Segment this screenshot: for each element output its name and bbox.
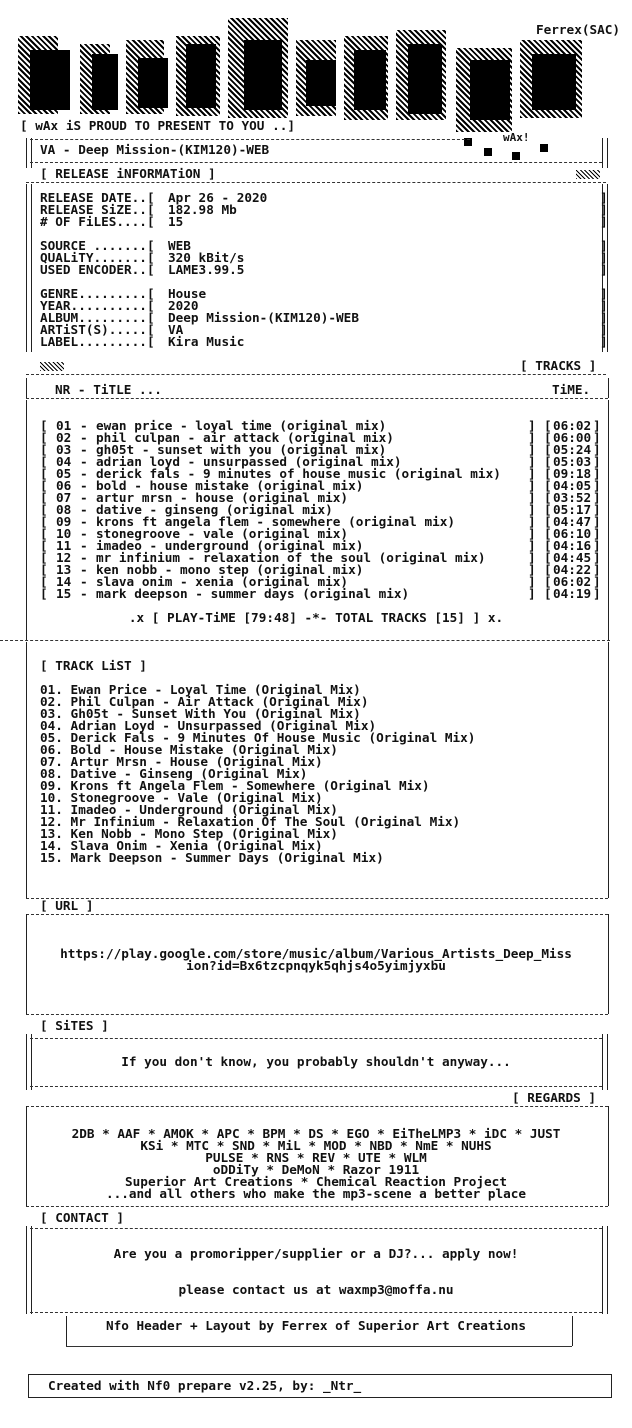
track-time: 04:47 xyxy=(553,514,592,529)
track-bracket: [ xyxy=(40,442,48,457)
track-title: derick fals - 9 minutes of house music (original mix) xyxy=(96,466,501,481)
release-info-bracket: ] xyxy=(600,322,608,337)
track-bracket: ] xyxy=(528,526,536,541)
release-info-value: 15 xyxy=(168,214,184,229)
release-info-label: ALBUM.........[ xyxy=(40,310,155,325)
logo-tag: wAx! xyxy=(503,131,530,144)
track-bracket: [ xyxy=(40,466,48,481)
track-time-bracket: ] xyxy=(593,454,601,469)
track-time-bracket: [ xyxy=(544,442,552,457)
track-separator: - xyxy=(80,466,88,481)
track-title: ken nobb - mono step (original mix) xyxy=(96,562,364,577)
track-time: 06:00 xyxy=(553,430,592,445)
list-item: 03. Gh05t - Sunset With You (Original Mix) xyxy=(40,706,361,721)
track-title: gh05t - sunset with you (original mix) xyxy=(96,442,387,457)
regards-line: oDDiTy * DeMoN * Razor 1911 xyxy=(212,1162,420,1177)
track-time-bracket: ] xyxy=(593,442,601,457)
track-bracket: [ xyxy=(40,562,48,577)
track-time: 04:16 xyxy=(553,538,592,553)
release-info-bracket: ] xyxy=(600,310,608,325)
release-info-bracket: ] xyxy=(600,214,608,229)
track-bracket: [ xyxy=(40,526,48,541)
list-item: 11. Imadeo - Underground (Original Mix) xyxy=(40,802,338,817)
list-item: 08. Dative - Ginseng (Original Mix) xyxy=(40,766,308,781)
release-info-label: YEAR..........[ xyxy=(40,298,155,313)
release-info-bracket: ] xyxy=(600,286,608,301)
track-bracket: ] xyxy=(528,574,536,589)
list-item: 04. Adrian Loyd - Unsurpassed (Original Mix) xyxy=(40,718,377,733)
track-time: 06:02 xyxy=(553,418,592,433)
track-time-bracket: ] xyxy=(593,586,601,601)
track-time-bracket: [ xyxy=(544,430,552,445)
track-title: bold - house mistake (original mix) xyxy=(96,478,364,493)
release-info-label: GENRE.........[ xyxy=(40,286,155,301)
release-info-value: Apr 26 - 2020 xyxy=(168,190,268,205)
track-bracket: ] xyxy=(528,442,536,457)
track-time-bracket: ] xyxy=(593,466,601,481)
track-number: 01 xyxy=(56,418,72,433)
track-time-bracket: ] xyxy=(593,562,601,577)
release-info-value: 2020 xyxy=(168,298,199,313)
list-item: 05. Derick Fals - 9 Minutes Of House Music (Original Mix) xyxy=(40,730,476,745)
track-title: artur mrsn - house (original mix) xyxy=(96,490,349,505)
track-bracket: [ xyxy=(40,574,48,589)
regards-line: KSi * MTC * SND * MiL * MOD * NBD * NmE * NUHS xyxy=(140,1138,492,1153)
track-bracket: ] xyxy=(528,454,536,469)
regards-line: 2DB * AAF * AMOK * APC * BPM * DS * EGO * EiTheLMP3 * iDC * JUST xyxy=(71,1126,561,1141)
release-info-label: SOURCE .......[ xyxy=(40,238,155,253)
track-time-bracket: ] xyxy=(593,430,601,445)
tracks-col-time: TiME. xyxy=(552,382,591,397)
list-item: 01. Ewan Price - Loyal Time (Original Mix) xyxy=(40,682,361,697)
release-title: VA - Deep Mission-(KIM120)-WEB xyxy=(40,142,270,157)
track-time: 04:05 xyxy=(553,478,592,493)
track-bracket: [ xyxy=(40,502,48,517)
tracks-summary: .x [ PLAY-TiME [79:48] -*- TOTAL TRACKS [15] ] x. xyxy=(128,610,504,625)
track-separator: - xyxy=(80,526,88,541)
track-bracket: ] xyxy=(528,562,536,577)
track-time: 06:02 xyxy=(553,574,592,589)
contact-heading: [ CONTACT ] xyxy=(40,1210,125,1225)
list-item: 13. Ken Nobb - Mono Step (Original Mix) xyxy=(40,826,338,841)
url-heading: [ URL ] xyxy=(40,898,94,913)
track-number: 15 xyxy=(56,586,72,601)
track-number: 13 xyxy=(56,562,72,577)
track-time-bracket: [ xyxy=(544,490,552,505)
track-time: 04:19 xyxy=(553,586,592,601)
track-time-bracket: [ xyxy=(544,550,552,565)
track-number: 05 xyxy=(56,466,72,481)
track-bracket: [ xyxy=(40,430,48,445)
release-info-label: # OF FiLES....[ xyxy=(40,214,155,229)
track-time: 05:24 xyxy=(553,442,592,457)
track-time: 09:18 xyxy=(553,466,592,481)
track-bracket: ] xyxy=(528,514,536,529)
track-title: slava onim - xenia (original mix) xyxy=(96,574,349,589)
release-info-label: RELEASE DATE..[ xyxy=(40,190,155,205)
release-info-bracket: ] xyxy=(600,238,608,253)
track-separator: - xyxy=(80,490,88,505)
track-bracket: [ xyxy=(40,454,48,469)
track-separator: - xyxy=(80,562,88,577)
track-time: 05:17 xyxy=(553,502,592,517)
track-bracket: [ xyxy=(40,490,48,505)
track-time-bracket: ] xyxy=(593,502,601,517)
track-time-bracket: ] xyxy=(593,514,601,529)
present-line: [ wAx iS PROUD TO PRESENT TO YOU ..] xyxy=(20,118,295,133)
track-time: 04:45 xyxy=(553,550,592,565)
track-time-bracket: ] xyxy=(593,490,601,505)
track-number: 03 xyxy=(56,442,72,457)
track-bracket: ] xyxy=(528,550,536,565)
track-title: mark deepson - summer days (original mix) xyxy=(96,586,410,601)
track-time-bracket: [ xyxy=(544,574,552,589)
track-title: stonegroove - vale (original mix) xyxy=(96,526,349,541)
track-bracket: ] xyxy=(528,538,536,553)
release-url-line1[interactable]: https://play.google.com/store/music/album/Various_Artists_Deep_Miss xyxy=(60,946,572,961)
track-number: 09 xyxy=(56,514,72,529)
track-number: 07 xyxy=(56,490,72,505)
track-number: 12 xyxy=(56,550,72,565)
track-bracket: ] xyxy=(528,466,536,481)
release-info-value: House xyxy=(168,286,207,301)
track-number: 11 xyxy=(56,538,72,553)
track-separator: - xyxy=(80,550,88,565)
layout-credit: Nfo Header + Layout by Ferrex of Superior Art Creations xyxy=(105,1318,527,1333)
track-number: 06 xyxy=(56,478,72,493)
track-time-bracket: [ xyxy=(544,586,552,601)
release-info-bracket: ] xyxy=(600,250,608,265)
track-title: adrian loyd - unsurpassed (original mix) xyxy=(96,454,402,469)
track-separator: - xyxy=(80,514,88,529)
release-info-label: USED ENCODER..[ xyxy=(40,262,155,277)
release-info-label: ARTiST(S).....[ xyxy=(40,322,155,337)
list-item: 14. Slava Onim - Xenia (Original Mix) xyxy=(40,838,323,853)
tracks-heading: [ TRACKS ] xyxy=(520,358,597,373)
release-info-label: RELEASE SiZE..[ xyxy=(40,202,155,217)
release-info-bracket: ] xyxy=(600,334,608,349)
track-time: 05:03 xyxy=(553,454,592,469)
list-item: 09. Krons ft Angela Flem - Somewhere (Original Mix) xyxy=(40,778,430,793)
track-number: 08 xyxy=(56,502,72,517)
track-title: dative - ginseng (original mix) xyxy=(96,502,333,517)
track-bracket: [ xyxy=(40,478,48,493)
track-bracket: ] xyxy=(528,586,536,601)
tracks-col-nr-title: NR - TiTLE ... xyxy=(55,382,162,397)
track-time-bracket: ] xyxy=(593,418,601,433)
list-item: 12. Mr Infinium - Relaxation Of The Soul (Original Mix) xyxy=(40,814,461,829)
track-title: imadeo - underground (original mix) xyxy=(96,538,364,553)
track-time-bracket: [ xyxy=(544,562,552,577)
header-credit: Ferrex(SAC) xyxy=(536,22,621,37)
release-url-line2[interactable]: ion?id=Bx6tzcpnqyk5qhjs4o5yimjyxbu xyxy=(186,958,446,973)
track-time: 04:22 xyxy=(553,562,592,577)
track-bracket: ] xyxy=(528,418,536,433)
track-separator: - xyxy=(80,430,88,445)
release-info-value: 320 kBit/s xyxy=(168,250,245,265)
release-info-label: QUALiTY.......[ xyxy=(40,250,155,265)
created-with: Created with Nf0 prepare v2.25, by: _Ntr_ xyxy=(48,1378,362,1393)
track-title: krons ft angela flem - somewhere (original mix) xyxy=(96,514,456,529)
track-bracket: [ xyxy=(40,550,48,565)
release-info-bracket: ] xyxy=(600,262,608,277)
track-time-bracket: ] xyxy=(593,550,601,565)
track-number: 04 xyxy=(56,454,72,469)
contact-line1: Are you a promoripper/supplier or a DJ?... apply now! xyxy=(113,1246,519,1261)
track-time-bracket: ] xyxy=(593,538,601,553)
track-separator: - xyxy=(80,418,88,433)
track-time-bracket: ] xyxy=(593,526,601,541)
list-item: 06. Bold - House Mistake (Original Mix) xyxy=(40,742,338,757)
track-separator: - xyxy=(80,574,88,589)
track-bracket: ] xyxy=(528,478,536,493)
track-title: ewan price - loyal time (original mix) xyxy=(96,418,387,433)
track-bracket: ] xyxy=(528,430,536,445)
track-time-bracket: [ xyxy=(544,466,552,481)
release-info-label: LABEL.........[ xyxy=(40,334,155,349)
track-separator: - xyxy=(80,538,88,553)
track-bracket: ] xyxy=(528,502,536,517)
track-bracket: [ xyxy=(40,538,48,553)
release-info-heading: [ RELEASE iNFORMATiON ] xyxy=(40,166,216,181)
release-info-value: LAME3.99.5 xyxy=(168,262,245,277)
track-separator: - xyxy=(80,454,88,469)
track-time-bracket: [ xyxy=(544,418,552,433)
release-info-value: VA xyxy=(168,322,184,337)
track-bracket: ] xyxy=(528,490,536,505)
track-list-heading: [ TRACK LiST ] xyxy=(40,658,147,673)
track-title: mr infinium - relaxation of the soul (original mix) xyxy=(96,550,486,565)
track-time-bracket: [ xyxy=(544,538,552,553)
track-number: 02 xyxy=(56,430,72,445)
track-number: 10 xyxy=(56,526,72,541)
regards-line: PULSE * RNS * REV * UTE * WLM xyxy=(205,1150,427,1165)
track-title: phil culpan - air attack (original mix) xyxy=(96,430,394,445)
list-item: 02. Phil Culpan - Air Attack (Original Mix) xyxy=(40,694,369,709)
track-time-bracket: [ xyxy=(544,502,552,517)
track-time-bracket: [ xyxy=(544,514,552,529)
release-info-bracket: ] xyxy=(600,190,608,205)
release-info-value: 182.98 Mb xyxy=(168,202,237,217)
track-time-bracket: [ xyxy=(544,478,552,493)
track-number: 14 xyxy=(56,574,72,589)
track-time-bracket: ] xyxy=(593,478,601,493)
release-info-value: Deep Mission-(KIM120)-WEB xyxy=(168,310,359,325)
track-separator: - xyxy=(80,586,88,601)
regards-heading: [ REGARDS ] xyxy=(512,1090,597,1105)
track-separator: - xyxy=(80,478,88,493)
sites-text: If you don't know, you probably shouldn't anyway... xyxy=(121,1054,511,1069)
track-separator: - xyxy=(80,502,88,517)
contact-line2: please contact us at waxmp3@moffa.nu xyxy=(178,1282,454,1297)
track-separator: - xyxy=(80,442,88,457)
regards-line: ...and all others who make the mp3-scene a better place xyxy=(105,1186,527,1201)
release-info-bracket: ] xyxy=(600,202,608,217)
track-time-bracket: ] xyxy=(593,574,601,589)
release-info-value: Kira Music xyxy=(168,334,245,349)
track-time: 06:10 xyxy=(553,526,592,541)
track-time: 03:52 xyxy=(553,490,592,505)
list-item: 10. Stonegroove - Vale (Original Mix) xyxy=(40,790,323,805)
release-info-bracket: ] xyxy=(600,298,608,313)
track-bracket: [ xyxy=(40,586,48,601)
release-info-value: WEB xyxy=(168,238,191,253)
regards-line: Superior Art Creations * Chemical Reaction Project xyxy=(125,1174,507,1189)
track-bracket: [ xyxy=(40,418,48,433)
track-bracket: [ xyxy=(40,514,48,529)
list-item: 15. Mark Deepson - Summer Days (Original Mix) xyxy=(40,850,384,865)
track-time-bracket: [ xyxy=(544,526,552,541)
sites-heading: [ SiTES ] xyxy=(40,1018,109,1033)
track-time-bracket: [ xyxy=(544,454,552,469)
list-item: 07. Artur Mrsn - House (Original Mix) xyxy=(40,754,323,769)
